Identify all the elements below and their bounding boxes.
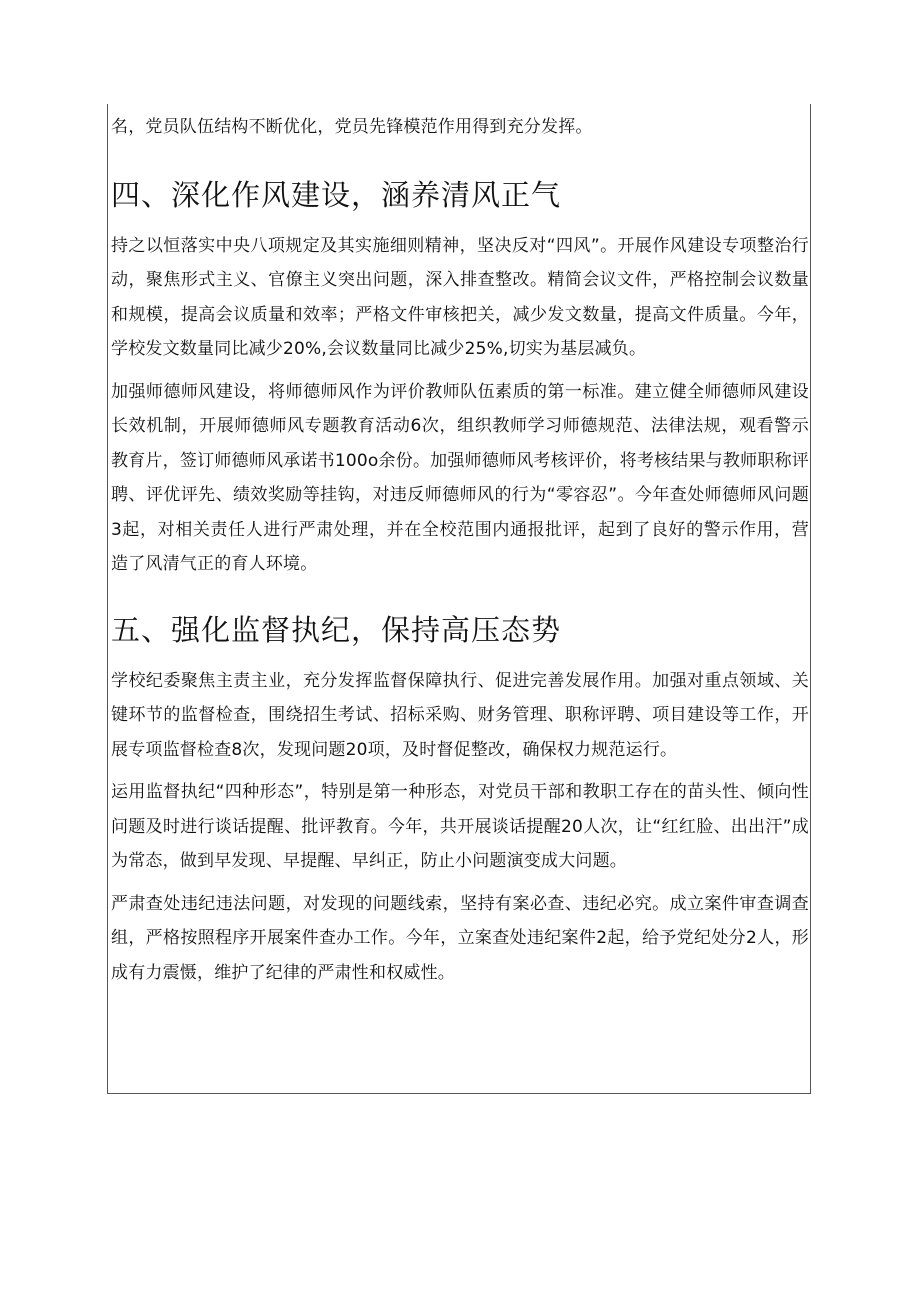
section5-paragraph-1: 学校纪委聚焦主责主业，充分发挥监督保障执行、促进完善发展作用。加强对重点领域、关键环节的监督检查，围绕招生考试、招标采购、财务管理、职称评聘、项目建设等工作，开展专项监督检查8次，发现问题20项，及时督促整改，确保权力规范运行。 xyxy=(111,670,809,760)
section5-paragraph-3: 严肃查处违纪违法问题，对发现的问题线索，坚持有案必查、违纪必究。成立案件审查调查组，严格按照程序开展案件查办工作。今年，立案查处违纪案件2起，给予党纪处分2人，形成有力震慑，维护了纪律的严肃性和权威性。 xyxy=(111,893,809,983)
section4-paragraph-1: 持之以恒落实中央八项规定及其实施细则精神，坚决反对“四风”。开展作风建设专项整治行动，聚焦形式主义、官僚主义突出问题，深入排查整改。精简会议文件，严格控制会议数量和规模，提高会议质量和效率；严格文件审核把关，减少发文数量，提高文件质量。今年，学校发文数量同比减少20%,会议数量同比减少25%,切实为基层减负。 xyxy=(111,235,809,359)
document-body xyxy=(111,104,809,990)
section-heading-5: 五、强化监督执纪，保持高压态势 xyxy=(111,612,562,647)
section5-paragraph-2: 运用监督执纪“四种形态”，特别是第一种形态，对党员干部和教职工存在的苗头性、倾向性问题及时进行谈话提醒、批评教育。今年，共开展谈话提醒20人次，让“红红脸、出出汗”成为常态，做到早发现、早提醒、早纠正，防止小问题演变成大问题。 xyxy=(111,782,809,871)
section-heading-4: 四、深化作风建设，涵养清风正气 xyxy=(111,177,562,212)
section4-paragraph-2: 加强师德师风建设，将师德师风作为评价教师队伍素质的第一标准。建立健全师德师风建设长效机制，开展师德师风专题教育活动6次，组织教师学习师德规范、法律法规，观看警示教育片，签订师德师风承诺书100o余份。加强师德师风考核评价，将考核结果与教师职称评聘、评优评先、绩效奖励等挂钩，对违反师德师风的行为“零容忍”。今年查处师德师风问题3起，对相关责任人进行严肃处理，并在全校范围内通报批评，起到了良好的警示作用，营造了风清气正的育人环境。 xyxy=(111,381,809,574)
lead-paragraph: 名，党员队伍结构不断优化，党员先锋模范作用得到充分发挥。 xyxy=(111,117,593,137)
